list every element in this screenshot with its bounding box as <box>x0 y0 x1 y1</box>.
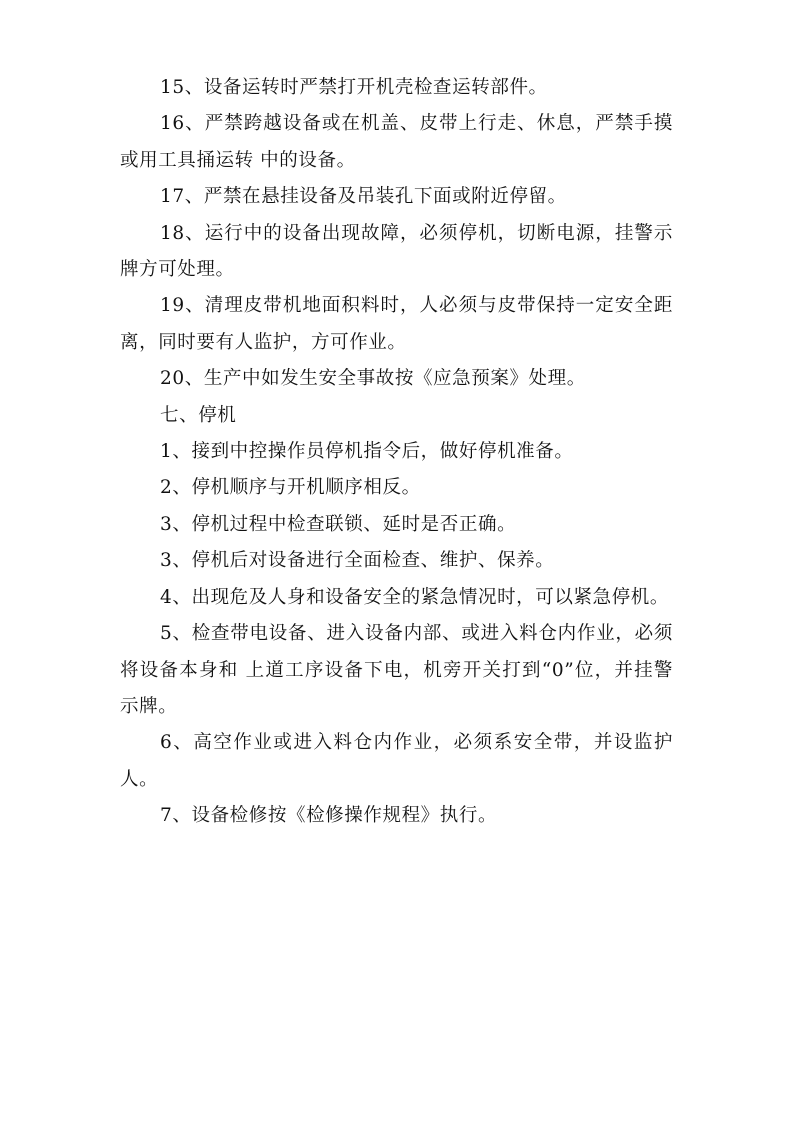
rule-19: 19、清理皮带机地面积料时，人必须与皮带保持一定安全距离，同时要有人监护，方可作业。 <box>120 295 673 353</box>
rule-15: 15、设备运转时严禁打开机壳检查运转部件。 <box>160 77 548 98</box>
shutdown-step-1: 1、接到中控操作员停机指令后，做好停机准备。 <box>160 441 574 463</box>
rule-20: 20、生产中如发生安全事故按《应急预案》处理。 <box>160 368 586 390</box>
shutdown-step-2: 2、停机顺序与开机顺序相反。 <box>160 477 421 499</box>
shutdown-step-4: 4、出现危及人身和设备安全的紧急情况时，可以紧急停机。 <box>160 586 669 608</box>
shutdown-step-5: 5、检查带电设备、进入设备内部、或进入料仓内作业，必须将设备本身和 上道工序设备下电，机旁开关打到“0”位，并挂警示牌。 <box>120 623 673 717</box>
section-heading-shutdown: 七、停机 <box>160 404 237 426</box>
shutdown-step-3b: 3、停机后对设备进行全面检查、维护、保养。 <box>160 550 555 572</box>
rule-17: 17、严禁在悬挂设备及吊装孔下面或附近停留。 <box>160 186 567 208</box>
document-page <box>120 70 673 835</box>
shutdown-step-3a: 3、停机过程中检查联锁、延时是否正确。 <box>160 513 517 535</box>
rule-16: 16、严禁跨越设备或在机盖、皮带上行走、休息，严禁手摸或用工具捅运转 中的设备。 <box>120 113 673 171</box>
shutdown-step-6: 6、高空作业或进入料仓内作业，必须系安全带，并设监护人。 <box>120 732 673 790</box>
rule-18: 18、运行中的设备出现故障，必须停机，切断电源，挂警示牌方可处理。 <box>120 222 673 281</box>
shutdown-step-7: 7、设备检修按《检修操作规程》执行。 <box>160 805 498 827</box>
